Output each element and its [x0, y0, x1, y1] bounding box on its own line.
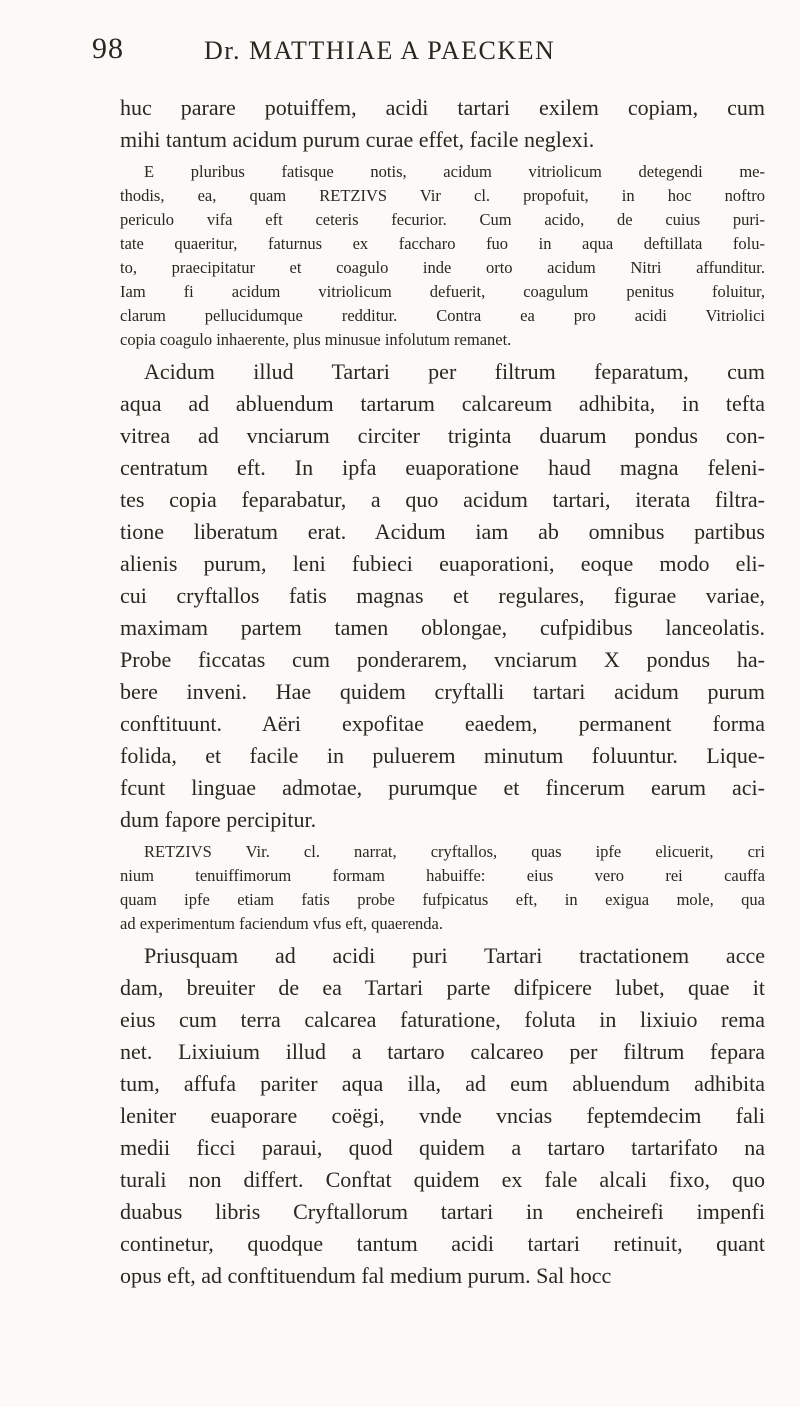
body-paragraph — [120, 92, 765, 156]
page-number: 98 — [92, 32, 124, 65]
text-line: huc parare potuiffem, acidi tartari exilem copiam, cum — [120, 95, 765, 120]
text-line: quam ipfe etiam fatis probe fufpicatus eft, in exigua mole, qua — [120, 890, 765, 909]
page-text — [120, 92, 765, 1296]
text-line: tate quaeritur, faturnus ex faccharo fuo in aqua deftillata folu- — [120, 234, 765, 253]
text-line: E pluribus fatisque notis, acidum vitriolicum detegendi me- — [144, 162, 765, 181]
body-paragraph — [120, 940, 765, 1292]
text-line: tes copia feparabatur, a quo acidum tartari, iterata filtra- — [120, 487, 765, 512]
text-line: Iam fi acidum vitriolicum defuerit, coagulum penitus foluitur, — [120, 282, 765, 301]
text-line: Probe ficcatas cum ponderarem, vnciarum X pondus ha- — [120, 647, 765, 672]
text-line: bere inveni. Hae quidem cryftalli tartari acidum purum — [120, 679, 765, 704]
text-line: cui cryftallos fatis magnas et regulares, figurae variae, — [120, 583, 765, 608]
paragraph-gap — [120, 1292, 765, 1296]
text-line: copia coagulo inhaerente, plus minusue infolutum remanet. — [120, 330, 512, 349]
page-header — [92, 32, 760, 72]
text-line: periculo vifa eft ceteris fecurior. Cum acido, de cuius puri- — [120, 210, 765, 229]
text-line: dam, breuiter de ea Tartari parte difpicere lubet, quae it — [120, 975, 765, 1000]
text-line: RETZIVS Vir. cl. narrat, cryftallos, quas ipfe elicuerit, cri — [144, 842, 765, 861]
body-paragraph — [120, 356, 765, 836]
text-line: ad experimentum faciendum vfus eft, quaerenda. — [120, 914, 443, 933]
text-line: opus eft, ad conftituendum fal medium purum. Sal hocc — [120, 1263, 612, 1288]
text-line: eius cum terra calcarea faturatione, foluta in lixiuio rema — [120, 1007, 765, 1032]
text-line: clarum pellucidumque redditur. Contra ea pro acidi Vitriolici — [120, 306, 765, 325]
running-head: Dr. MATTHIAE A PAECKEN — [204, 36, 556, 65]
text-line: to, praecipitatur et coagulo inde orto acidum Nitri affunditur. — [120, 258, 765, 277]
text-line: nium tenuiffimorum formam habuiffe: eius vero rei cauffa — [120, 866, 765, 885]
text-line: mihi tantum acidum purum curae effet, facile neglexi. — [120, 127, 595, 152]
text-line: net. Lixiuium illud a tartaro calcareo per filtrum fepara — [120, 1039, 765, 1064]
text-line: medii ficci paraui, quod quidem a tartaro tartarifato na — [120, 1135, 765, 1160]
text-line: thodis, ea, quam RETZIVS Vir cl. propofuit, in hoc noftro — [120, 186, 765, 205]
text-line: duabus libris Cryftallorum tartari in encheirefi impenfi — [120, 1199, 765, 1224]
text-line: Acidum illud Tartari per filtrum feparatum, cum — [144, 359, 765, 384]
text-line: Priusquam ad acidi puri Tartari tractationem acce — [144, 943, 765, 968]
text-line: vitrea ad vnciarum circiter triginta duarum pondus con- — [120, 423, 765, 448]
text-line: fcunt linguae admotae, purumque et fincerum earum aci- — [120, 775, 765, 800]
footnote-paragraph — [120, 840, 765, 936]
text-line: aqua ad abluendum tartarum calcareum adhibita, in tefta — [120, 391, 765, 416]
text-line: centratum eft. In ipfa euaporatione haud magna feleni- — [120, 455, 765, 480]
text-line: tum, affufa pariter aqua illa, ad eum abluendum adhibita — [120, 1071, 765, 1096]
text-line: alienis purum, leni fubieci euaporationi, eoque modo eli- — [120, 551, 765, 576]
footnote-paragraph — [120, 160, 765, 352]
text-line: dum fapore percipitur. — [120, 807, 317, 832]
text-line: folida, et facile in puluerem minutum foluuntur. Lique- — [120, 743, 765, 768]
text-line: continetur, quodque tantum acidi tartari retinuit, quant — [120, 1231, 765, 1256]
text-line: leniter euaporare coëgi, vnde vncias feptemdecim fali — [120, 1103, 765, 1128]
text-line: maximam partem tamen oblongae, cufpidibus lanceolatis. — [120, 615, 765, 640]
text-line: turali non differt. Conftat quidem ex fale alcali fixo, quo — [120, 1167, 765, 1192]
text-line: tione liberatum erat. Acidum iam ab omnibus partibus — [120, 519, 765, 544]
text-line: conftituunt. Aëri expofitae eaedem, permanent forma — [120, 711, 765, 736]
